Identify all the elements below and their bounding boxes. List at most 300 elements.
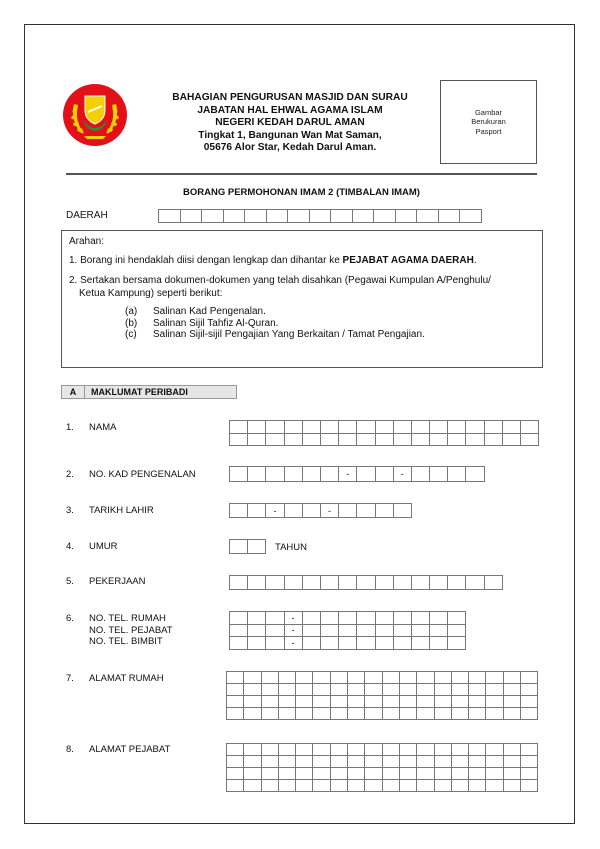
input-cell[interactable] (504, 744, 521, 756)
phone-input-grid[interactable] (229, 611, 466, 650)
input-cell[interactable] (357, 576, 375, 590)
input-cell[interactable] (262, 756, 279, 768)
input-cell[interactable] (504, 780, 521, 792)
required-documents-list (69, 306, 535, 341)
input-cell[interactable] (266, 421, 284, 434)
input-cell[interactable] (285, 434, 303, 447)
header-divider (66, 173, 537, 175)
document-item (125, 329, 535, 341)
input-cell[interactable] (230, 504, 248, 518)
input-cell[interactable] (469, 756, 486, 768)
input-cell[interactable] (448, 612, 466, 625)
input-cell[interactable] (376, 421, 394, 434)
input-cell[interactable] (521, 434, 539, 447)
input-cell[interactable] (230, 625, 248, 638)
input-cell[interactable] (469, 684, 486, 696)
input-cell[interactable] (503, 434, 521, 447)
input-cell[interactable] (417, 210, 439, 223)
input-cell[interactable] (230, 434, 248, 447)
nama-input-grid[interactable] (229, 420, 539, 446)
input-cell[interactable] (486, 768, 503, 780)
photo-box-label: Pasport (475, 126, 502, 136)
input-cell[interactable] (244, 756, 261, 768)
input-cell[interactable] (357, 421, 375, 434)
input-cell[interactable] (331, 780, 348, 792)
header-line: JABATAN HAL EHWAL AGAMA ISLAM (197, 104, 383, 116)
input-cell[interactable] (321, 625, 339, 638)
input-cell[interactable] (469, 768, 486, 780)
input-cell[interactable] (313, 768, 330, 780)
input-cell[interactable] (376, 576, 394, 590)
input-cell[interactable] (230, 421, 248, 434)
input-cell[interactable] (339, 421, 357, 434)
input-cell[interactable] (417, 756, 434, 768)
input-cell[interactable] (296, 708, 313, 720)
input-cell[interactable] (357, 612, 375, 625)
input-cell[interactable] (376, 504, 394, 518)
input-cell[interactable] (285, 504, 303, 518)
input-cell[interactable] (521, 744, 538, 756)
input-cell[interactable] (435, 780, 452, 792)
input-cell[interactable] (230, 612, 248, 625)
input-cell[interactable] (521, 684, 538, 696)
daerah-label: DAERAH (66, 210, 108, 221)
kedah-state-crest-icon (62, 82, 128, 148)
input-cell[interactable] (448, 637, 466, 650)
field-number: 5. (66, 576, 74, 587)
input-cell[interactable] (279, 672, 296, 684)
input-cell[interactable] (400, 768, 417, 780)
input-cell[interactable] (227, 756, 244, 768)
input-cell[interactable] (466, 467, 484, 482)
input-cell[interactable] (296, 744, 313, 756)
input-cell[interactable] (279, 780, 296, 792)
input-cell[interactable] (383, 696, 400, 708)
input-cell[interactable] (181, 210, 203, 223)
input-cell[interactable] (430, 612, 448, 625)
input-cell[interactable] (486, 756, 503, 768)
input-cell[interactable] (266, 576, 284, 590)
input-cell[interactable] (435, 672, 452, 684)
input-cell[interactable] (485, 421, 503, 434)
input-cell[interactable] (313, 708, 330, 720)
input-cell[interactable] (452, 744, 469, 756)
input-cell[interactable] (486, 696, 503, 708)
input-cell[interactable] (279, 708, 296, 720)
field-label-birthdate: TARIKH LAHIR (89, 505, 154, 516)
input-cell[interactable] (230, 637, 248, 650)
office-address-input-grid[interactable] (226, 743, 538, 792)
input-cell[interactable] (244, 780, 261, 792)
input-cell[interactable] (248, 421, 266, 434)
field-label-age: UMUR (89, 541, 118, 552)
input-cell[interactable] (504, 768, 521, 780)
input-cell[interactable] (339, 504, 357, 518)
input-cell[interactable] (202, 210, 224, 223)
input-cell[interactable] (417, 684, 434, 696)
document-item-key: (a) (125, 306, 138, 317)
input-cell[interactable] (313, 684, 330, 696)
input-cell[interactable] (357, 637, 375, 650)
input-cell[interactable] (430, 434, 448, 447)
input-cell[interactable] (376, 612, 394, 625)
input-cell[interactable] (448, 576, 466, 590)
input-cell[interactable] (303, 637, 321, 650)
input-cell[interactable] (262, 684, 279, 696)
input-cell[interactable] (288, 210, 310, 223)
input-cell[interactable] (383, 672, 400, 684)
input-cell[interactable] (417, 672, 434, 684)
input-cell[interactable] (348, 768, 365, 780)
input-cell[interactable] (521, 708, 538, 720)
input-cell[interactable] (285, 421, 303, 434)
input-cell[interactable] (159, 210, 181, 223)
input-cell[interactable] (400, 672, 417, 684)
input-cell[interactable] (504, 756, 521, 768)
input-cell[interactable] (266, 637, 284, 650)
input-cell[interactable] (396, 210, 418, 223)
input-cell[interactable] (331, 708, 348, 720)
input-cell[interactable] (227, 780, 244, 792)
instruction-item-1 (69, 255, 535, 268)
input-cell[interactable] (303, 434, 321, 447)
input-cell[interactable] (303, 612, 321, 625)
input-cell[interactable] (262, 672, 279, 684)
input-cell[interactable] (267, 210, 289, 223)
input-cell[interactable] (412, 625, 430, 638)
input-cell[interactable] (365, 684, 382, 696)
input-cell[interactable] (394, 637, 412, 650)
input-cell[interactable] (339, 625, 357, 638)
home-address-input-grid[interactable] (226, 671, 538, 720)
input-cell[interactable] (417, 780, 434, 792)
input-cell[interactable] (435, 708, 452, 720)
input-cell[interactable] (348, 672, 365, 684)
input-cell[interactable] (466, 421, 484, 434)
input-cell[interactable] (339, 576, 357, 590)
input-cell[interactable] (521, 672, 538, 684)
phone-label-home: NO. TEL. RUMAH (89, 613, 166, 624)
input-cell[interactable] (248, 434, 266, 447)
input-cell[interactable] (400, 708, 417, 720)
input-cell[interactable] (430, 637, 448, 650)
input-cell[interactable] (313, 780, 330, 792)
input-cell[interactable] (244, 768, 261, 780)
separator-cell: - (285, 625, 303, 638)
input-cell[interactable] (448, 625, 466, 638)
input-cell[interactable] (244, 708, 261, 720)
input-cell[interactable] (285, 467, 303, 482)
input-cell[interactable] (417, 696, 434, 708)
input-cell[interactable] (452, 768, 469, 780)
input-cell[interactable] (504, 684, 521, 696)
input-cell[interactable] (452, 756, 469, 768)
organization-header (140, 92, 440, 155)
input-cell[interactable] (383, 756, 400, 768)
input-cell[interactable] (303, 625, 321, 638)
input-cell[interactable] (394, 625, 412, 638)
field-label-phones (89, 613, 173, 648)
input-cell[interactable] (303, 421, 321, 434)
input-cell[interactable] (331, 684, 348, 696)
birthdate-input-grid[interactable] (229, 503, 412, 518)
input-cell[interactable] (452, 708, 469, 720)
input-cell[interactable] (504, 696, 521, 708)
occupation-input-grid[interactable] (229, 575, 503, 590)
input-cell[interactable] (521, 696, 538, 708)
age-unit-label: TAHUN (275, 542, 308, 553)
input-cell[interactable] (503, 421, 521, 434)
input-cell[interactable] (435, 756, 452, 768)
input-cell[interactable] (394, 434, 412, 447)
input-cell[interactable] (486, 684, 503, 696)
input-cell[interactable] (412, 421, 430, 434)
input-cell[interactable] (279, 744, 296, 756)
input-cell[interactable] (365, 696, 382, 708)
input-cell[interactable] (248, 467, 266, 482)
input-cell[interactable] (262, 744, 279, 756)
input-cell[interactable] (383, 708, 400, 720)
input-cell[interactable] (376, 625, 394, 638)
input-cell[interactable] (310, 210, 332, 223)
input-cell[interactable] (469, 708, 486, 720)
input-cell[interactable] (400, 684, 417, 696)
input-cell[interactable] (279, 756, 296, 768)
input-cell[interactable] (262, 780, 279, 792)
input-cell[interactable] (296, 780, 313, 792)
input-cell[interactable] (248, 625, 266, 638)
input-cell[interactable] (412, 576, 430, 590)
input-cell[interactable] (452, 684, 469, 696)
input-cell[interactable] (521, 756, 538, 768)
input-cell[interactable] (460, 210, 482, 223)
input-cell[interactable] (227, 744, 244, 756)
input-cell[interactable] (313, 672, 330, 684)
input-cell[interactable] (266, 612, 284, 625)
header-address-line: 05676 Alor Star, Kedah Darul Aman. (203, 142, 377, 154)
input-cell[interactable] (521, 768, 538, 780)
input-cell[interactable] (339, 434, 357, 447)
input-cell[interactable] (321, 467, 339, 482)
input-cell[interactable] (348, 744, 365, 756)
input-cell[interactable] (521, 780, 538, 792)
input-cell[interactable] (244, 684, 261, 696)
input-cell[interactable] (331, 756, 348, 768)
input-cell[interactable] (485, 434, 503, 447)
input-cell[interactable] (430, 421, 448, 434)
input-cell[interactable] (353, 210, 375, 223)
input-cell[interactable] (394, 612, 412, 625)
document-item-text: Salinan Sijil-sijil Pengajian Yang Berkaitan / Tamat Pengajian. (153, 329, 425, 340)
input-cell[interactable] (331, 696, 348, 708)
input-cell[interactable] (469, 744, 486, 756)
input-cell[interactable] (394, 504, 412, 518)
input-cell[interactable] (262, 696, 279, 708)
input-cell[interactable] (357, 504, 375, 518)
input-cell[interactable] (469, 672, 486, 684)
input-cell[interactable] (244, 672, 261, 684)
input-cell[interactable] (348, 756, 365, 768)
input-cell[interactable] (383, 684, 400, 696)
input-cell[interactable] (224, 210, 246, 223)
input-cell[interactable] (435, 768, 452, 780)
input-cell[interactable] (227, 684, 244, 696)
input-cell[interactable] (485, 576, 503, 590)
input-cell[interactable] (313, 696, 330, 708)
input-cell[interactable] (262, 708, 279, 720)
input-cell[interactable] (417, 708, 434, 720)
input-cell[interactable] (394, 421, 412, 434)
instruction-item-2: 2. Sertakan bersama dokumen-dokumen yang telah disahkan (Pegawai Kumpulan A/Penghulu/ (69, 275, 491, 286)
input-cell[interactable] (339, 637, 357, 650)
input-cell[interactable] (400, 780, 417, 792)
input-cell[interactable] (244, 744, 261, 756)
section-a-header (61, 385, 237, 399)
input-cell[interactable] (331, 210, 353, 223)
input-cell[interactable] (448, 467, 466, 482)
input-cell[interactable] (452, 672, 469, 684)
input-cell[interactable] (365, 756, 382, 768)
input-cell[interactable] (227, 696, 244, 708)
input-cell[interactable] (348, 696, 365, 708)
input-cell[interactable] (279, 684, 296, 696)
input-cell[interactable] (313, 744, 330, 756)
input-cell[interactable] (452, 696, 469, 708)
passport-photo-box (440, 80, 537, 164)
input-cell[interactable] (466, 434, 484, 447)
input-cell[interactable] (486, 780, 503, 792)
input-cell[interactable] (469, 780, 486, 792)
input-cell[interactable] (374, 210, 396, 223)
input-cell[interactable] (448, 434, 466, 447)
input-cell[interactable] (303, 467, 321, 482)
input-cell[interactable] (266, 467, 284, 482)
input-cell[interactable] (331, 672, 348, 684)
field-label-office-address: ALAMAT PEJABAT (89, 744, 171, 755)
input-cell[interactable] (357, 467, 375, 482)
input-cell[interactable] (412, 434, 430, 447)
input-cell[interactable] (365, 672, 382, 684)
input-cell[interactable] (321, 637, 339, 650)
input-cell[interactable] (412, 637, 430, 650)
input-cell[interactable] (266, 625, 284, 638)
input-cell[interactable] (296, 768, 313, 780)
input-cell[interactable] (383, 768, 400, 780)
input-cell[interactable] (296, 684, 313, 696)
input-cell[interactable] (365, 780, 382, 792)
input-cell[interactable] (313, 756, 330, 768)
field-number: 7. (66, 673, 74, 684)
input-cell[interactable] (357, 434, 375, 447)
input-cell[interactable] (486, 708, 503, 720)
input-cell[interactable] (383, 744, 400, 756)
input-cell[interactable] (435, 684, 452, 696)
input-cell[interactable] (285, 576, 303, 590)
input-cell[interactable] (266, 434, 284, 447)
input-cell[interactable] (303, 504, 321, 518)
input-cell[interactable] (435, 696, 452, 708)
input-cell[interactable] (296, 696, 313, 708)
input-cell[interactable] (357, 625, 375, 638)
input-cell[interactable] (400, 756, 417, 768)
input-cell[interactable] (394, 576, 412, 590)
input-cell[interactable] (227, 708, 244, 720)
input-cell[interactable] (417, 768, 434, 780)
input-cell[interactable] (417, 744, 434, 756)
input-cell[interactable] (227, 672, 244, 684)
input-cell[interactable] (262, 768, 279, 780)
input-cell[interactable] (466, 576, 484, 590)
input-cell[interactable] (365, 744, 382, 756)
input-cell[interactable] (430, 467, 448, 482)
input-cell[interactable] (365, 708, 382, 720)
input-cell[interactable] (376, 637, 394, 650)
input-cell[interactable] (230, 576, 248, 590)
input-cell[interactable] (430, 576, 448, 590)
input-cell[interactable] (230, 540, 248, 554)
input-cell[interactable] (230, 467, 248, 482)
input-cell[interactable] (348, 684, 365, 696)
ic-number-input-grid[interactable] (229, 466, 485, 482)
input-cell[interactable] (248, 576, 266, 590)
input-cell[interactable] (245, 210, 267, 223)
input-cell[interactable] (376, 467, 394, 482)
instruction-item-2-cont: Ketua Kampung) seperti berikut: (79, 287, 223, 299)
input-cell[interactable] (321, 434, 339, 447)
input-cell[interactable] (376, 434, 394, 447)
input-cell[interactable] (348, 708, 365, 720)
input-cell[interactable] (435, 744, 452, 756)
daerah-input-grid[interactable] (158, 209, 482, 223)
input-cell[interactable] (412, 612, 430, 625)
input-cell[interactable] (321, 612, 339, 625)
input-cell[interactable] (469, 696, 486, 708)
input-cell[interactable] (412, 467, 430, 482)
age-input-grid[interactable] (229, 539, 266, 554)
input-cell[interactable] (448, 421, 466, 434)
input-cell[interactable] (227, 768, 244, 780)
input-cell[interactable] (439, 210, 461, 223)
input-cell[interactable] (400, 744, 417, 756)
input-cell[interactable] (521, 421, 539, 434)
input-cell[interactable] (486, 672, 503, 684)
input-cell[interactable] (248, 637, 266, 650)
input-cell[interactable] (452, 780, 469, 792)
input-cell[interactable] (279, 768, 296, 780)
input-cell[interactable] (248, 504, 266, 518)
input-cell[interactable] (296, 672, 313, 684)
input-cell[interactable] (365, 768, 382, 780)
input-cell[interactable] (244, 696, 261, 708)
input-cell[interactable] (486, 744, 503, 756)
input-cell[interactable] (296, 756, 313, 768)
input-cell[interactable] (303, 576, 321, 590)
input-cell[interactable] (400, 696, 417, 708)
input-cell[interactable] (430, 625, 448, 638)
input-cell[interactable] (321, 421, 339, 434)
input-cell[interactable] (248, 612, 266, 625)
input-cell[interactable] (279, 696, 296, 708)
input-cell[interactable] (331, 768, 348, 780)
input-cell[interactable] (331, 744, 348, 756)
input-cell[interactable] (321, 576, 339, 590)
input-cell[interactable] (248, 540, 266, 554)
input-cell[interactable] (348, 780, 365, 792)
input-cell[interactable] (504, 672, 521, 684)
input-cell[interactable] (339, 612, 357, 625)
input-cell[interactable] (383, 780, 400, 792)
input-cell[interactable] (504, 708, 521, 720)
